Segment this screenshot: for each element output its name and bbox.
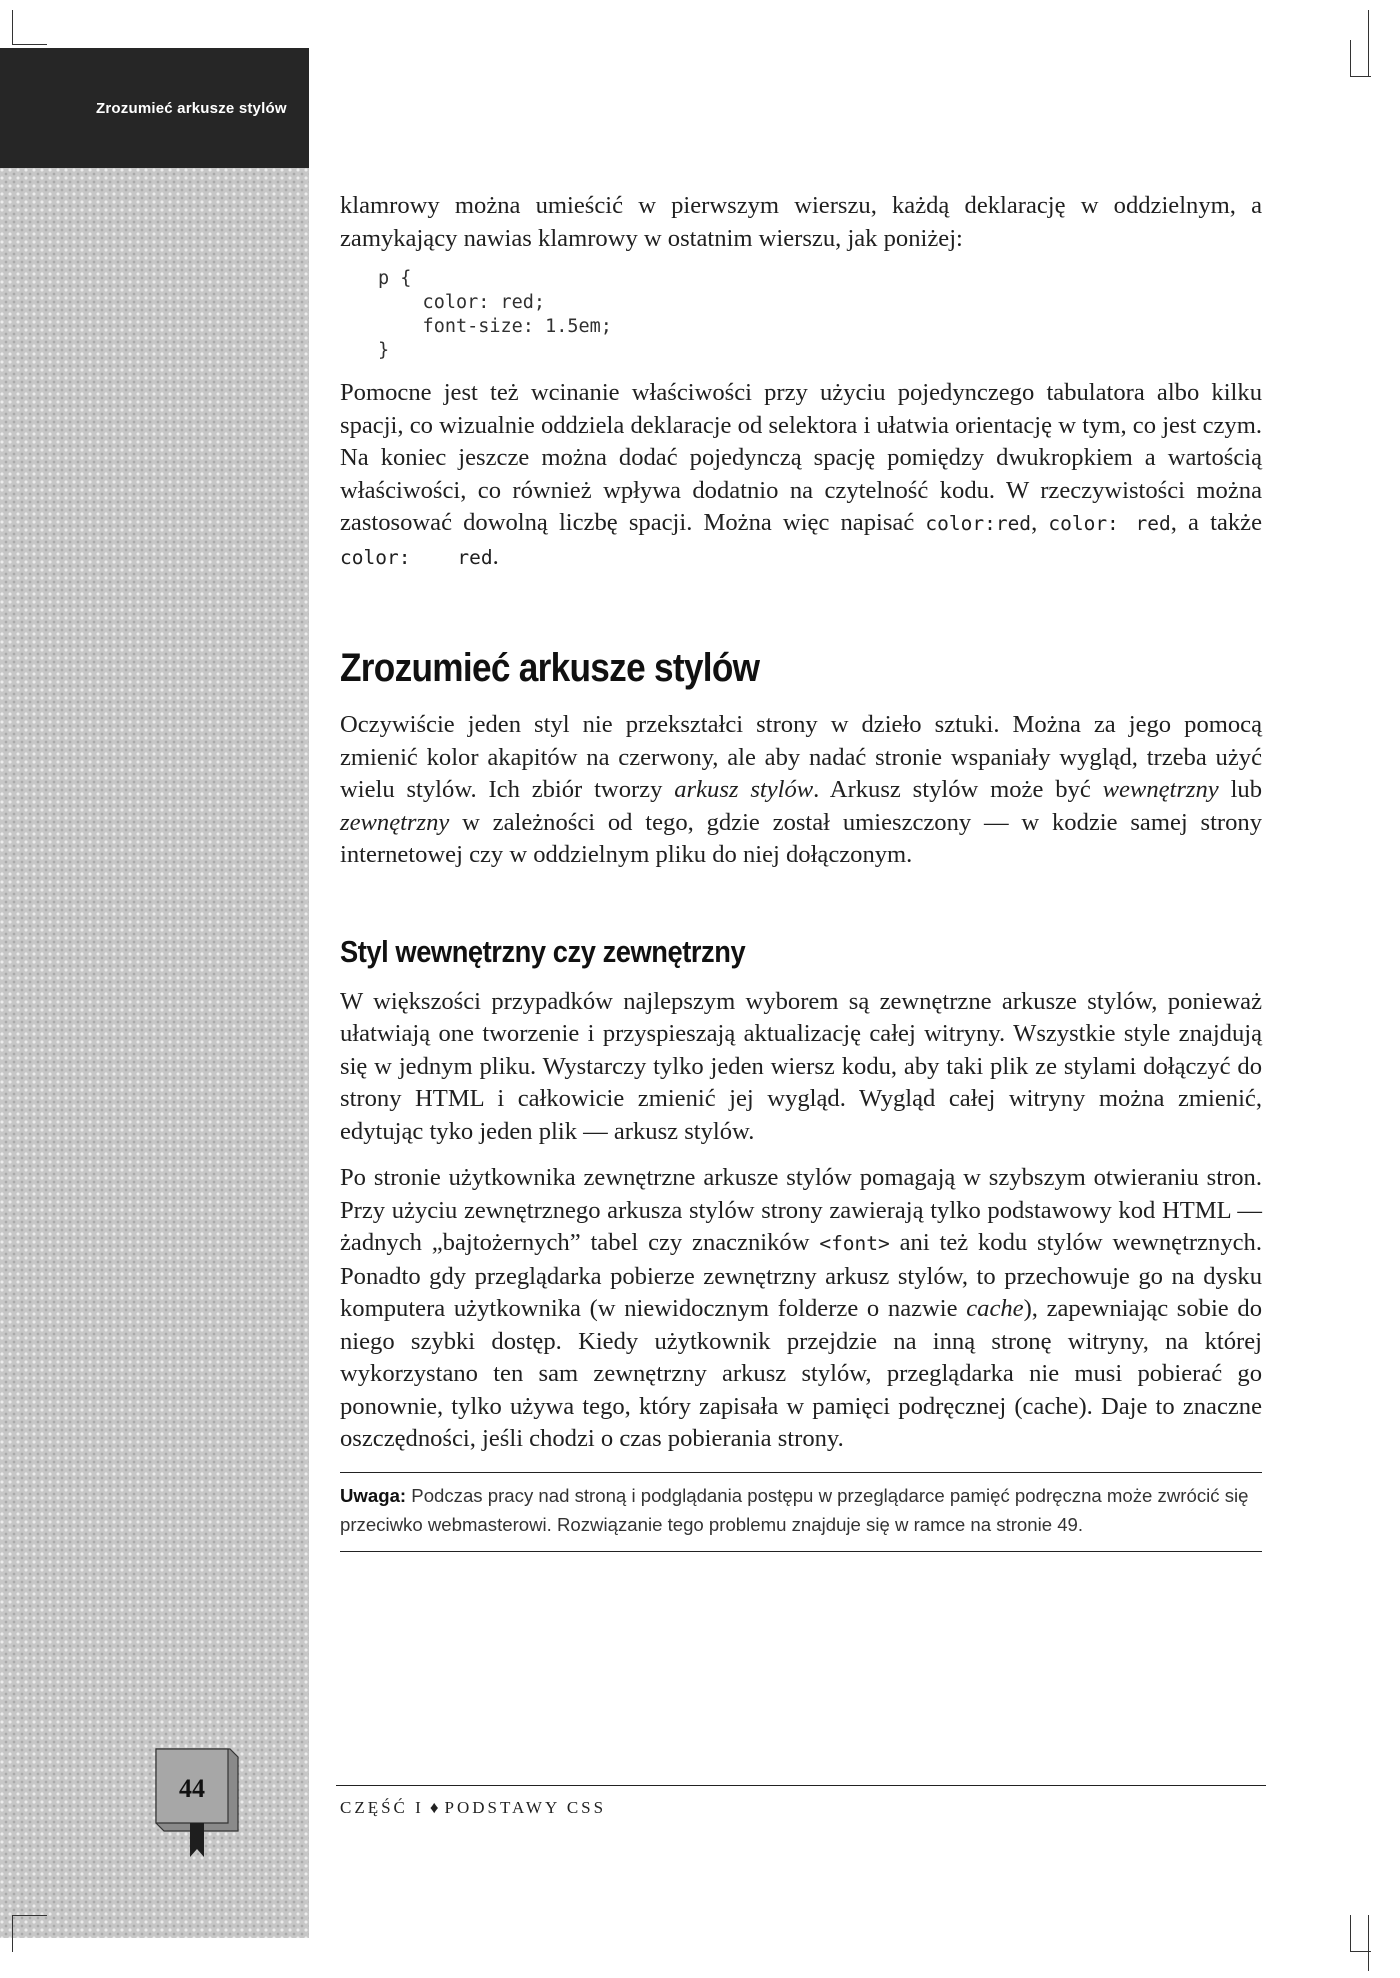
text: ,	[1031, 509, 1049, 536]
indentation-paragraph	[340, 377, 1262, 574]
text: .	[492, 542, 499, 570]
inline-code: <font>	[819, 1232, 890, 1255]
note-text: Podczas pracy nad stroną i podglądania postępu w przeglądarce pamięć podręczna może zwrócić się przeciwko webmasterowi. Rozwiązanie tego problemu znajduje się w ramce na stronie 49.	[340, 1484, 1249, 1535]
left-texture-band	[0, 168, 309, 1938]
running-header-title: Zrozumieć arkusze stylów	[96, 100, 287, 117]
emphasis: arkusz stylów	[674, 776, 814, 803]
emphasis: cache	[966, 1295, 1024, 1322]
crop-mark-bottom-left	[12, 1915, 47, 1952]
page-body	[340, 190, 1262, 1552]
footer-running-text	[340, 1798, 606, 1818]
inline-code: color: red	[340, 545, 493, 569]
footer-rule	[336, 1785, 1266, 1786]
footer-part: CZĘŚĆ I	[340, 1798, 424, 1817]
inline-code: color: red	[1048, 512, 1171, 535]
text: lub	[1218, 776, 1262, 803]
text: Po stronie użytkownika zewnętrzne arkusze stylów pomagają w szybszym otwieraniu stron. Przy użyciu zewnętrznego arkusza stylów strony zawierają tylko podstawowy kod HTML — żadnych „bajtożernych” tabel czy znaczników	[340, 1164, 1262, 1256]
text: Pomocne jest też wcinanie właściwości przy użyciu pojedynczego tabulatora albo kilku spacji, co wizualnie oddziela deklaracje od selektora i ułatwia orientację w tym, co jest czym. Na koniec jeszcze można dodać pojedynczą spację pomiędzy dwukropkiem a wartością właściwości, co również wpływa dodatnio na czytelność kodu. W rzeczywistości można zastosować dowolną liczbę spacji. Można więc napisać	[340, 379, 1262, 536]
subsection-heading: Styl wewnętrzny czy zewnętrzny	[340, 933, 746, 969]
text: Oczywiście jeden styl nie przekształci strony w dzieło sztuki. Można za jego pomocą zmienić kolor akapitów na czerwony, ale aby nadać stronie wspaniały wygląd, trzeba użyć wielu stylów. Ich zbiór tworzy	[340, 711, 1262, 803]
text: , a także	[1170, 509, 1262, 536]
section-heading: Zrozumieć arkusze stylów	[340, 646, 760, 690]
stylesheets-paragraph	[340, 709, 1262, 872]
crop-mark-top-left	[12, 10, 47, 45]
crop-mark-top-right-line	[1368, 10, 1369, 76]
text: w zależności od tego, gdzie został umieszczony — w kodzie samej strony internetowej czy w oddzielnym pliku do niej dołączonym.	[340, 808, 1262, 868]
text: ani też kodu stylów wewnętrznych. Ponadto gdy przeglądarka pobierze zewnętrzny arkusz stylów, to przechowuje go na dysku komputera użytkownika (w niewidocznym folderze o nazwie	[340, 1229, 1262, 1322]
diamond-icon: ♦	[429, 1798, 439, 1817]
crop-mark-bottom-right-line	[1368, 1915, 1369, 1971]
intro-paragraph: klamrowy można umieścić w pierwszym wierszu, każdą deklarację w oddzielnym, a zamykający nawias klamrowy w ostatnim wierszu, jak poniżej:	[340, 192, 1262, 252]
emphasis: wewnętrzny	[1102, 776, 1219, 803]
emphasis: zewnętrzny	[340, 808, 450, 836]
page-number-book-icon	[150, 1745, 242, 1860]
code-block: p { color: red; font-size: 1.5em; }	[378, 268, 612, 361]
page-number: 44	[179, 1774, 205, 1803]
note-box	[340, 1472, 1262, 1552]
footer-section: PODSTAWY CSS	[444, 1798, 607, 1817]
external-styles-paragraph: W większości przypadków najlepszym wyborem są zewnętrzne arkusze stylów, ponieważ ułatwiają one tworzenie i przyspieszają aktualizację całej witryny. Wszystkie style znajdują się w jednym pliku. Wystarczy tylko jeden wiersz kodu, aby taki plik ze stylami dołączyć do strony HTML i całkowicie zmienić jej wygląd. Wygląd całej witryny można zmienić, edytując tyko jeden plik — arkusz stylów.	[340, 987, 1262, 1145]
note-label: Uwaga:	[340, 1484, 407, 1506]
text: . Arkusz stylów może być	[813, 776, 1103, 803]
text: ), zapewniając sobie do niego szybki dostęp. Kiedy użytkownik przejdzie na inną stronę witryny, na której wykorzystano ten sam zewnętrzny arkusz stylów, przeglądarka nie musi pobierać go ponownie, tylko używa tego, który zapisała w pamięci podręcznej (cache). Daje to znaczne oszczędności, jeśli chodzi o czas pobierania strony.	[340, 1295, 1262, 1452]
inline-code: color:red	[925, 512, 1032, 535]
user-side-paragraph	[340, 1162, 1262, 1456]
